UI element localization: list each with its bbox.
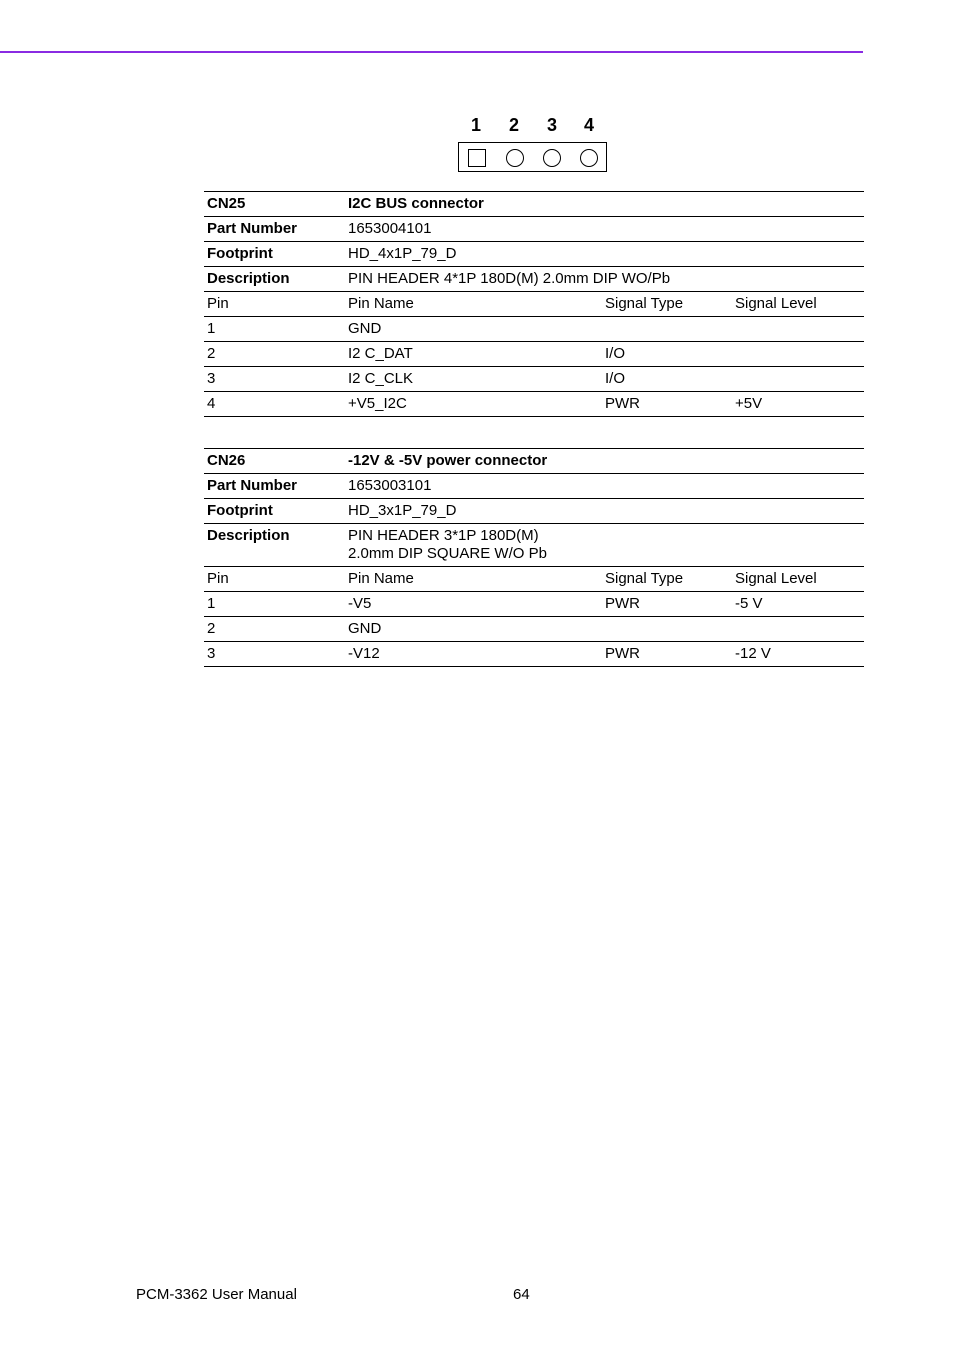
column-header: Signal Type <box>602 567 732 592</box>
connector-title: I2C BUS connector <box>345 192 864 217</box>
footprint-label: Footprint <box>204 499 345 524</box>
table-row <box>204 499 864 524</box>
table-row <box>204 242 864 267</box>
table-cell: -12 V <box>732 642 864 667</box>
column-header: Signal Type <box>602 292 732 317</box>
pin-4-circle-icon <box>580 149 598 167</box>
column-header: Pin <box>204 567 345 592</box>
description-line-1: PIN HEADER 3*1P 180D(M) <box>348 527 539 544</box>
footprint-label: Footprint <box>204 242 345 267</box>
table-cell: 3 <box>204 367 345 392</box>
table-cell: I2 C_CLK <box>345 367 602 392</box>
table-row <box>204 317 864 342</box>
table-header-row <box>204 292 864 317</box>
table-cell: I/O <box>602 367 732 392</box>
table-cell: 1 <box>204 592 345 617</box>
description-label: Description <box>204 524 345 567</box>
table-cell: -V5 <box>345 592 602 617</box>
table-cell <box>602 617 732 642</box>
description-label: Description <box>204 267 345 292</box>
connector-title: -12V & -5V power connector <box>345 449 864 474</box>
description-value <box>345 524 864 567</box>
part-number-value: 1653003101 <box>345 474 864 499</box>
header-rule <box>0 51 863 53</box>
table-cell <box>732 367 864 392</box>
table-row <box>204 474 864 499</box>
column-header: Signal Level <box>732 292 864 317</box>
pin-header-diagram <box>458 114 610 136</box>
connector-id: CN25 <box>204 192 345 217</box>
table-cell: +V5_I2C <box>345 392 602 417</box>
column-header: Pin Name <box>345 567 602 592</box>
table-row <box>204 449 864 474</box>
table-cell: -V12 <box>345 642 602 667</box>
pin-3-circle-icon <box>543 149 561 167</box>
pin-number-2: 2 <box>508 115 519 135</box>
footprint-value: HD_4x1P_79_D <box>345 242 864 267</box>
table-cell: PWR <box>602 642 732 667</box>
table-cell: 3 <box>204 642 345 667</box>
table-row <box>204 524 864 567</box>
description-line-2: 2.0mm DIP SQUARE W/O Pb <box>348 545 547 562</box>
table-row <box>204 617 864 642</box>
table-cell: 1 <box>204 317 345 342</box>
table-cell: I/O <box>602 342 732 367</box>
footer-manual-title: PCM-3362 User Manual <box>136 1286 297 1303</box>
table-cell: 2 <box>204 617 345 642</box>
column-header: Signal Level <box>732 567 864 592</box>
part-number-value: 1653004101 <box>345 217 864 242</box>
table-cell <box>732 342 864 367</box>
table-row <box>204 592 864 617</box>
description-value: PIN HEADER 4*1P 180D(M) 2.0mm DIP WO/Pb <box>345 267 864 292</box>
table-row <box>204 392 864 417</box>
table-row <box>204 342 864 367</box>
part-number-label: Part Number <box>204 217 345 242</box>
connector-id: CN26 <box>204 449 345 474</box>
table-row <box>204 367 864 392</box>
table-cell <box>732 617 864 642</box>
pin-number-4: 4 <box>583 115 594 135</box>
footprint-value: HD_3x1P_79_D <box>345 499 864 524</box>
table-cell: 2 <box>204 342 345 367</box>
table-header-row <box>204 567 864 592</box>
part-number-label: Part Number <box>204 474 345 499</box>
column-header: Pin <box>204 292 345 317</box>
table-cell: PWR <box>602 592 732 617</box>
table-cell: GND <box>345 617 602 642</box>
pin-number-3: 3 <box>546 115 557 135</box>
table-cell <box>602 317 732 342</box>
table-cell: GND <box>345 317 602 342</box>
table-row <box>204 267 864 292</box>
table-cell: PWR <box>602 392 732 417</box>
table-cell: 4 <box>204 392 345 417</box>
table-row <box>204 217 864 242</box>
pin-number-1: 1 <box>470 115 481 135</box>
table-cell: +5V <box>732 392 864 417</box>
pin-2-circle-icon <box>506 149 524 167</box>
table-cell: I2 C_DAT <box>345 342 602 367</box>
table-row <box>204 642 864 667</box>
column-header: Pin Name <box>345 292 602 317</box>
table-cell <box>732 317 864 342</box>
cn25-table <box>204 191 864 417</box>
footer-page-number: 64 <box>513 1286 530 1303</box>
table-cell: -5 V <box>732 592 864 617</box>
pin-1-square-icon <box>468 149 486 167</box>
pin-header-body <box>458 142 607 172</box>
cn26-table <box>204 448 864 667</box>
table-row <box>204 192 864 217</box>
